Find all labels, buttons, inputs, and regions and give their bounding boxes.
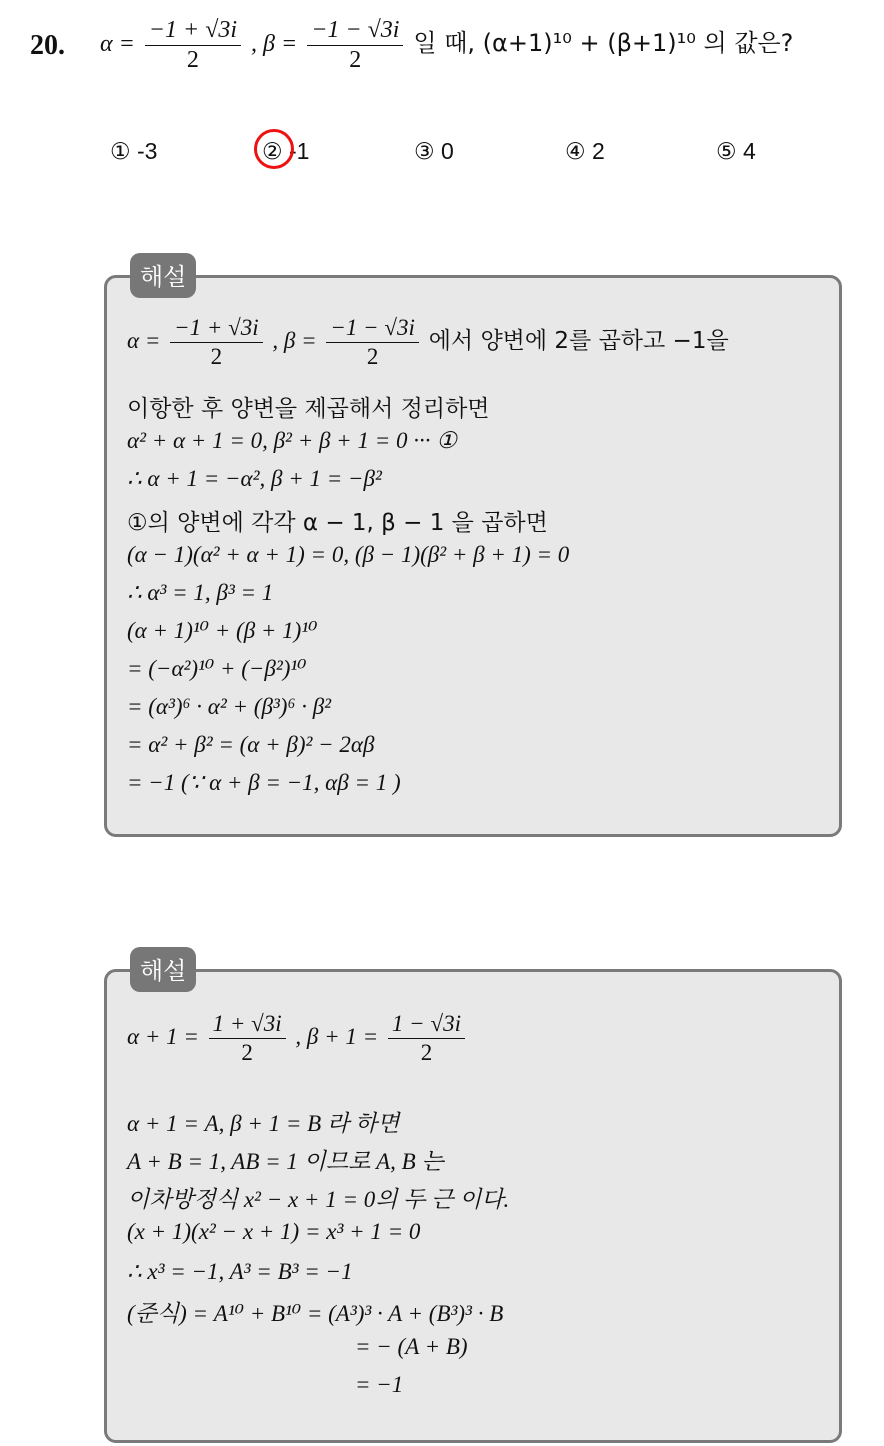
solution2-alpha-fraction: $\frac{1 + √3i}{2}$ [209,1012,286,1065]
solution1-line: (α − 1)(α² + α + 1) = 0, (β − 1)(β² + β + 1) = 0 [127,542,570,567]
solution1-line: ∴ α³ = 1, β³ = 1 [127,580,274,605]
solution1-line1: α = $\frac{-1 + √3i}{2}$ , β = $\frac{-1 - √3i}{2}$ 에서 양변에 2를 곱하고 −1을 [127,315,729,370]
beta-numerator: −1 − √3i [307,18,403,46]
question-statement [100,18,793,73]
alpha-lhs: α = [100,31,135,58]
solution2-line: α + 1 = A, β + 1 = B 라 하면 [127,1111,400,1136]
solution2-line1: α + 1 = $\frac{1 + √3i}{2}$ , β + 1 = $\frac{1 - √3i}{2}$ [127,1012,469,1065]
beta-lhs: , β = [251,31,298,58]
question-text: 일 때, (α+1)¹⁰ + (β+1)¹⁰ 의 값은? [413,29,794,58]
solution2-line: (준식) = A¹⁰ + B¹⁰ = (A³)³ · A + (B³)³ · B [127,1301,504,1326]
question-number: 20. [30,30,65,61]
solution-badge-1: 해설 [130,253,196,298]
solution-box-2 [104,969,842,1443]
choice-2[interactable]: ② -1 [262,138,309,165]
beta-fraction [307,18,403,73]
solution1-line: = α² + β² = (α + β)² − 2αβ [127,732,375,757]
beta-denominator: 2 [349,47,362,74]
choice-5[interactable]: ⑤ 4 [716,138,756,164]
choice-4[interactable]: ④ 2 [565,138,605,164]
solution1-line: ①의 양변에 각각 α − 1, β − 1 을 곱하면 [127,510,548,536]
solution2-line: A + B = 1, AB = 1 이므로 A, B 는 [127,1149,444,1174]
alpha-fraction [145,18,241,73]
solution1-line: ∴ α + 1 = −α², β + 1 = −β² [127,466,382,491]
solution2-beta-fraction: $\frac{1 - √3i}{2}$ [388,1012,465,1065]
solution-box-1 [104,275,842,837]
solution1-beta-fraction: $\frac{-1 - √3i}{2}$ [326,316,419,369]
selected-answer-circle [254,129,294,169]
solution2-line: (x + 1)(x² − x + 1) = x³ + 1 = 0 [127,1219,421,1244]
solution2-line: = −1 [355,1372,404,1397]
solution1-line: 이항한 후 양변을 제곱해서 정리하면 [127,396,490,422]
choice-3[interactable]: ③ 0 [414,138,454,164]
alpha-denominator: 2 [186,47,199,74]
solution1-line: = (−α²)¹⁰ + (−β²)¹⁰ [127,656,307,681]
solution1-line: = −1 (∵ α + β = −1, αβ = 1 ) [127,770,401,795]
solution1-line: α² + α + 1 = 0, β² + β + 1 = 0 ··· ① [127,428,457,453]
solution2-line: ∴ x³ = −1, A³ = B³ = −1 [127,1259,353,1284]
solution-badge-2: 해설 [130,947,196,992]
solution1-line: = (α³)⁶ · α² + (β³)⁶ · β² [127,694,332,719]
choice-1[interactable]: ① -3 [110,138,158,164]
solution1-alpha-fraction: $\frac{-1 + √3i}{2}$ [170,316,263,369]
solution2-line: 이차방정식 x² − x + 1 = 0의 두 근 이다. [127,1187,510,1212]
alpha-numerator: −1 + √3i [145,18,241,46]
solution1-line: (α + 1)¹⁰ + (β + 1)¹⁰ [127,618,318,643]
solution2-line: = − (A + B) [355,1334,468,1359]
